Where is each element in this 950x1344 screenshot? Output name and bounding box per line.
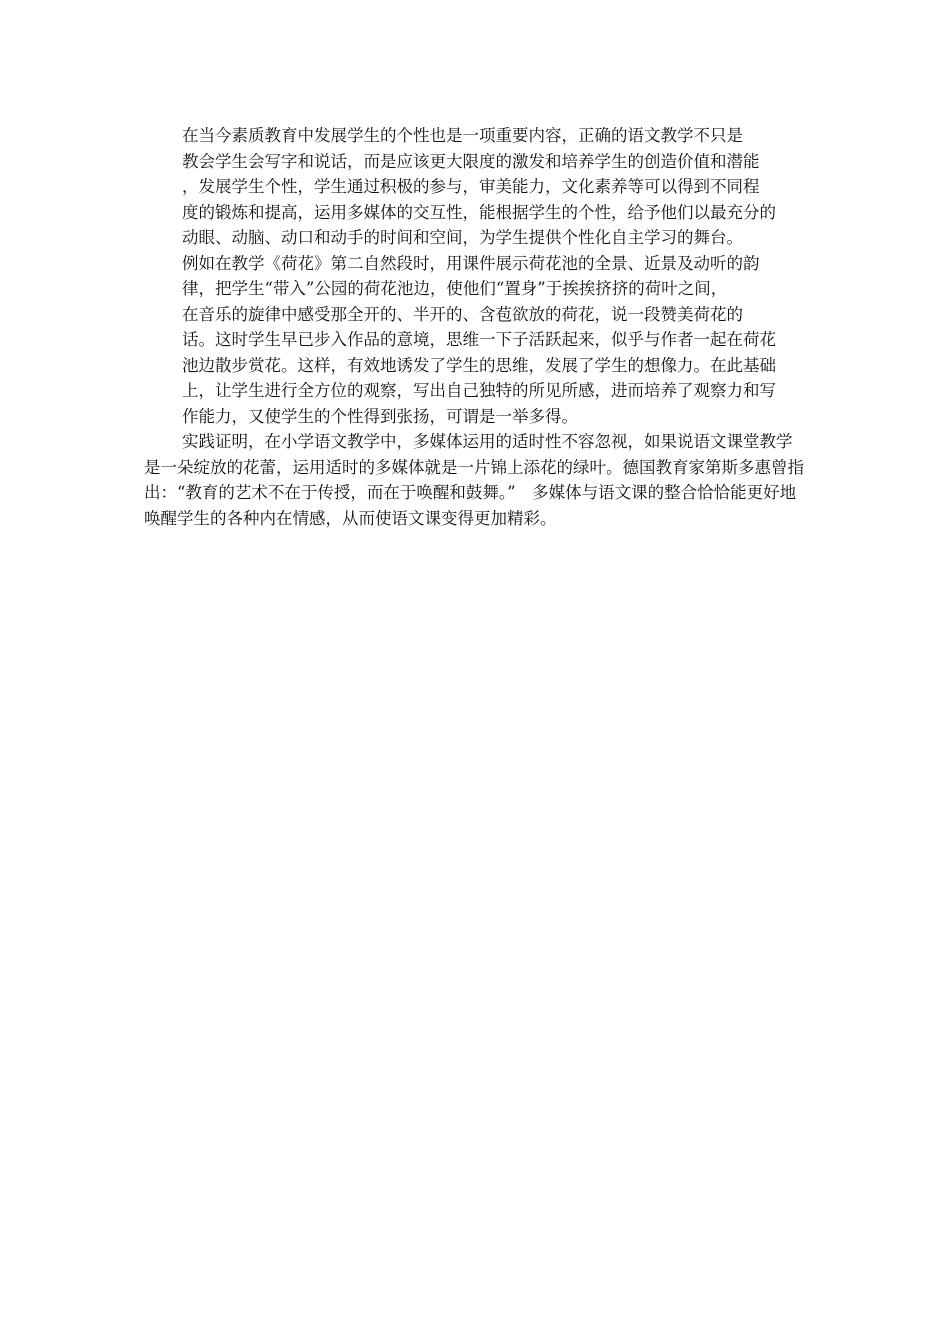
text-line: 作能力，又使学生的个性得到张扬，可谓是一举多得。 [182, 406, 578, 426]
text-line: 教会学生会写字和说话，而是应该更大限度的激发和培养学生的创造价值和潜能 [182, 151, 760, 171]
text-line: 池边散步赏花。这样，有效地诱发了学生的思维，发展了学生的想像力。在此基础 [182, 355, 776, 375]
text-line: ，发展学生个性，学生通过积极的参与，审美能力，文化素养等可以得到不同程 [182, 177, 760, 196]
text-line: 在音乐的旋律中感受那全开的、半开的、含苞欲放的荷花，说一段赞美荷花的 [182, 304, 743, 324]
closing-paragraph: 实践证明，在小学语文教学中，多媒体运用的适时性不容忽视，如果说语文课堂教学是一朵绽放的花蕾，运用适时的多媒体就是一片锦上添花的绿叶。德国教育家第斯多惠曾指出：“教育的艺术不在于传授，而在于唤醒和鼓舞。” 多媒体与语文课的整合恰恰能更好地唤醒学生的各种内在情感，从而使语文课变得更加精彩。 [144, 432, 804, 528]
body-text [144, 123, 808, 531]
text-line: 度的锻炼和提高，运用多媒体的交互性，能根据学生的个性，给予他们以最充分的 [182, 202, 776, 222]
text-line: 动眼、动脑、动口和动手的时间和空间，为学生提供个性化自主学习的舞台。 [182, 228, 743, 247]
text-line: 例如在教学《荷花》第二自然段时，用课件展示荷花池的全景、近景及动听的韵 [182, 253, 760, 273]
text-line: 话。这时学生早已步入作品的意境，思维一下子活跃起来，似乎与作者一起在荷花 [182, 330, 776, 349]
text-line: 上，让学生进行全方位的观察，写出自己独特的所见所感，进而培养了观察力和写 [182, 381, 776, 400]
text-line: 在当今素质教育中发展学生的个性也是一项重要内容，正确的语文教学不只是 [182, 126, 743, 145]
text-line: 律，把学生“带入”公园的荷花池边，使他们“置身”于挨挨挤挤的荷叶之间， [182, 279, 728, 298]
